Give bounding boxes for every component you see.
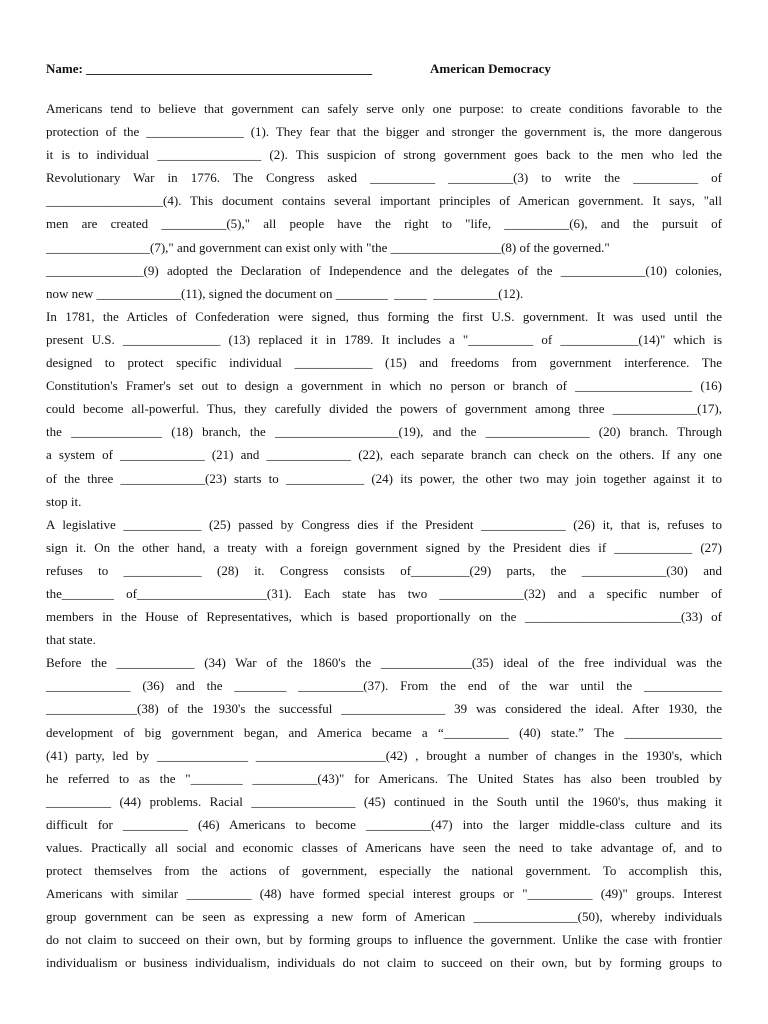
text-line: stop it. bbox=[46, 493, 82, 509]
text-line: Constitution's Framer's set out to design a government in which no person or branch of __________________ (16) bbox=[46, 378, 722, 394]
text-line: members in the House of Representatives, which is based proportionally on the ________________________(33) of bbox=[46, 609, 722, 625]
text-line: of the three _____________(23) starts to ____________ (24) its power, the other two may join together against it to bbox=[46, 470, 722, 486]
text-line: ________________(7)," and government can exist only with "the _________________(8) of the governed." bbox=[46, 239, 610, 255]
text-line: that state. bbox=[46, 632, 96, 648]
text-line: __________________(4). This document contains several important principles of American government. It says, "all bbox=[46, 193, 722, 209]
text-line: present U.S. _______________ (13) replaced it in 1789. It includes a "__________ of ____________(14)" which is bbox=[46, 331, 722, 347]
document-title: American Democracy bbox=[430, 61, 551, 76]
text-line: Revolutionary War in 1776. The Congress asked __________ __________(3) to write the __________ of bbox=[46, 170, 722, 186]
text-line: ______________(38) of the 1930's the successful ________________ 39 was considered the ideal. After 1930, the bbox=[46, 701, 722, 717]
text-line: difficult for __________ (46) Americans to become __________(47) into the larger middle-class culture and its bbox=[46, 816, 722, 832]
worksheet-body bbox=[46, 97, 722, 975]
text-line: In 1781, the Articles of Confederation were signed, thus forming the first U.S. government. It was used until the bbox=[46, 308, 722, 324]
text-line: _____________ (36) and the ________ __________(37). From the end of the war until the ____________ bbox=[46, 678, 722, 694]
text-line: sign it. On the other hand, a treaty with a foreign government signed by the President dies if ____________ (27) bbox=[46, 539, 722, 555]
text-line: refuses to ____________ (28) it. Congress consists of_________(29) parts, the _____________(30) and bbox=[46, 562, 722, 578]
text-line: Americans tend to believe that government can safely serve only one purpose: to create conditions favorable to the bbox=[46, 101, 722, 116]
text-line: do not claim to succeed on their own, but by forming groups to influence the government. Unlike the case with frontier bbox=[46, 932, 722, 948]
text-line: (41) party, led by ______________ ____________________(42) , brought a number of changes in the 1930's, which bbox=[46, 747, 722, 763]
text-line: a system of _____________ (21) and _____________ (22), each separate branch can check on the others. If any one bbox=[46, 447, 722, 463]
worksheet-header bbox=[46, 61, 726, 81]
text-line: now new _____________(11), signed the document on ________ _____ __________(12). bbox=[46, 285, 524, 301]
text-line: men are created __________(5)," all people have the right to "life, __________(6), and the pursuit of bbox=[46, 216, 722, 232]
text-line: individualism or business individualism, individuals do not claim to succeed on their own, but by forming groups to bbox=[46, 955, 722, 971]
text-line: the________ of____________________(31). Each state has two _____________(32) and a specific number of bbox=[46, 585, 722, 601]
text-line: Americans with similar __________ (48) have formed special interest groups or "__________ (49)" groups. Interest bbox=[46, 886, 722, 902]
text-line: designed to protect specific individual ____________ (15) and freedoms from government interference. The bbox=[46, 355, 722, 371]
text-line: protect themselves from the actions of government, especially the national government. To accomplish this, bbox=[46, 863, 722, 879]
text-line: he referred to as the "________ __________(43)" for Americans. The United States has also been troubled by bbox=[46, 770, 722, 786]
text-line: __________ (44) problems. Racial ________________ (45) continued in the South until the 1960's, thus making it bbox=[46, 793, 722, 809]
text-line: _______________(9) adopted the Declaration of Independence and the delegates of the _____________(10) colonies, bbox=[46, 262, 722, 278]
text-line: the ______________ (18) branch, the ___________________(19), and the ________________ (20) branch. Through bbox=[46, 424, 722, 440]
name-field-label: Name: ____________________________________________ bbox=[46, 61, 373, 76]
text-line: protection of the _______________ (1). They fear that the bigger and stronger the government is, the more dangerous bbox=[46, 124, 722, 140]
text-line: group government can be seen as expressing a new form of American ________________(50), whereby individuals bbox=[46, 909, 722, 925]
text-line: values. Practically all social and economic classes of Americans have seen the need to take advantage of, and to bbox=[46, 840, 722, 855]
text-line: A legislative ____________ (25) passed by Congress dies if the President _____________ (26) it, that is, refuses to bbox=[46, 516, 722, 532]
text-line: could become all-powerful. Thus, they carefully divided the powers of government among three _____________(17), bbox=[46, 401, 722, 417]
text-line: Before the ____________ (34) War of the 1860's the ______________(35) ideal of the free individual was the bbox=[46, 655, 722, 671]
text-line: it is to individual ________________ (2). This suspicion of strong government goes back to the men who led the bbox=[46, 147, 722, 163]
text-line: development of big government began, and America became a “__________ (40) state.” The _______________ bbox=[46, 724, 722, 740]
